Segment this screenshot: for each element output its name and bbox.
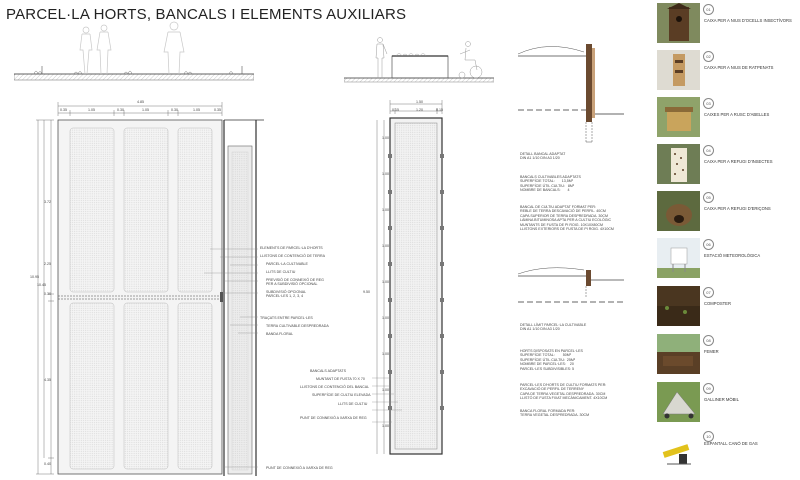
element-card <box>657 3 797 43</box>
bancal-dim-left-part: 1.00 <box>382 244 389 248</box>
element-number: 10 <box>703 431 714 442</box>
annotation-growing-beds: LLITS DE CULTIU <box>266 270 296 274</box>
dim-top-part: 1.05 <box>193 108 200 112</box>
element-card <box>657 238 797 278</box>
insect-hotel-photo <box>657 144 700 184</box>
element-number: 06 <box>703 239 714 250</box>
annotation-bancal-irrigation: PUNT DE CONNEXIÓ A XARXA DE REG <box>300 416 367 420</box>
parcel-limit-detail <box>516 262 626 312</box>
element-card <box>657 191 797 231</box>
dim-left-part: 4.35 <box>44 378 51 382</box>
bancal-dim-left-part: 1.00 <box>382 136 389 140</box>
element-card <box>657 382 797 422</box>
annotation-cultivable-parcel: PARCEL·LA CULTIVABLE <box>266 262 308 266</box>
dim-top-part: 0.35 <box>214 108 221 112</box>
dim-top-part: 1.05 <box>88 108 95 112</box>
element-card <box>657 50 797 90</box>
annotation-bancal-beds: LLITS DE CULTIU <box>338 402 368 406</box>
bird-box-photo <box>657 3 700 43</box>
bat-box-photo <box>657 50 700 90</box>
person-standing <box>376 38 387 79</box>
dim-top-part: 0.30 <box>117 108 124 112</box>
element-label: COMPOSTER <box>704 301 731 306</box>
bancal-dim-top-total: 1.50 <box>416 100 423 104</box>
plant-row <box>34 71 233 74</box>
annotation-soil-battens: LLISTONS DE CONTENCIÓ DE TERRA <box>260 254 325 258</box>
element-label: CAIXA PER A REFUGI D'INSECTES <box>704 159 773 164</box>
annotation-parcel-paths: TRAÇATS ENTRE PARCEL·LES <box>260 316 313 320</box>
dim-left-total: 10.95 <box>30 275 39 279</box>
bancal-dim-left-part: 1.00 <box>382 424 389 428</box>
bancal-detail-section <box>516 38 626 148</box>
element-label: CAIXA PER A NIUS DE RATPENATS <box>704 65 774 70</box>
element-number: 08 <box>703 335 714 346</box>
annotation-floral-band: BANDA FLORAL <box>266 332 294 336</box>
detail-limit-caption: DETALL LÍMIT PARCEL·LA CULTIVABLE DIN A1 1/10 DIN A3 1/20 <box>520 323 587 332</box>
element-number: 04 <box>703 145 714 156</box>
hedgehog-shelter-photo <box>657 191 700 231</box>
annotation-irrigation-provision: PREVISIÓ DE CONNEXIÓ DE REG PER A SUBDIVISIÓ OPCIONAL <box>266 278 324 287</box>
bancal-dim-top-part: 1.20 <box>416 108 423 112</box>
annotation-wood-post: MUNTANT DE FUSTA 70 X 70 <box>316 377 365 381</box>
plan-leader-lines <box>200 240 340 470</box>
dim-left-part: 2.25 <box>44 262 51 266</box>
page-title: PARCEL·LA HORTS, BANCALS I ELEMENTS AUXILIARS <box>6 6 407 23</box>
element-label: FEMER <box>704 349 719 354</box>
annotation-stone-free-soil: TERRA CULTIVABLE DESPREDRADA <box>266 324 329 328</box>
bancal-dim-top-part: 0.15 <box>436 108 443 112</box>
element-number: 05 <box>703 192 714 203</box>
bancal-dim-left-part: 1.00 <box>382 280 389 284</box>
parcel-construction: PARCEL·LES D'HORTS DE CULTIU FORMATS PER: EXCAVACIÓ DE PERFIL DE TERRENY CAPA DE TERRA VEGETAL DESPREDRADA. 30CM LLISTÓ DE FUSTA FIXAT MECÀNICAMENT. 4X10CM <box>520 383 608 401</box>
dim-top-total: 4.85 <box>137 100 144 104</box>
annotation-bancal-battens: LLISTONS DE CONTENCIÓ DEL BANCAL <box>300 385 370 389</box>
dim-left-part: 3.72 <box>44 200 51 204</box>
bancal-dim-left-part: 1.00 <box>382 388 389 392</box>
annotation-raised-surface: SUPERFÍCIE DE CULTIU ELEVADA <box>312 393 371 397</box>
bancal-section-elevation <box>344 34 494 84</box>
element-card <box>657 334 797 374</box>
element-card <box>657 97 797 137</box>
element-number: 09 <box>703 383 714 394</box>
people-silhouettes <box>80 22 184 74</box>
parcel-section-elevation <box>14 20 254 84</box>
bancal-dim-left-part: 1.00 <box>382 352 389 356</box>
element-label: ESPANTALL CANÓ DE GAS <box>704 441 758 446</box>
dim-top-part: 0.30 <box>171 108 178 112</box>
composter-photo <box>657 286 700 326</box>
element-label: ESTACIÓ METEOROLÒGICA <box>704 253 761 258</box>
detail-bancal-caption: DETALL BANCAL ADAPTAT DIN A1 1/10 DIN A3 1/20 <box>520 152 566 161</box>
bancal-dim-left-part: 1.00 <box>382 172 389 176</box>
element-label: CAIXA PER A NIUS D'OCELLS INSECTÍVORS <box>704 18 792 23</box>
bancal-dim-top-part: 0.15 <box>392 108 399 112</box>
dim-left-part: 0.40 <box>44 462 51 466</box>
element-number: 03 <box>703 98 714 109</box>
dim-top-part: 0.35 <box>60 108 67 112</box>
annotation-adapted-bancals: BANCALS ADAPTATS <box>310 369 347 373</box>
element-number: 01 <box>703 4 714 15</box>
bancal-construction: BANCAL DE CULTIU ADAPTAT FORMAT PER: REBLE DE TERRA DESCAVACIÓ DE PERFIL. 40CM CAPA SUPERIOR DE TERRA DESPREDRADA. 30CM LÀMINA BITUMINOSA APTA PER A CULTIU ECOLÒGIC MUNTANTS DE FUSTA DE PI ROIG. 10X10X80CM LLISTONS EXTERIORS DE FUSTA DE PI ROIG. 4X10CM <box>520 205 614 232</box>
annotation-irrigation-connection: PUNT DE CONNEXIÓ A XARXA DE REG <box>266 466 333 470</box>
element-number: 02 <box>703 51 714 62</box>
bancal-dim-left-part: 1.00 <box>382 208 389 212</box>
weather-station-photo <box>657 238 700 278</box>
element-card <box>657 286 797 326</box>
annotation-parcel-elements: ELEMENTS DE PARCEL·LA D'HORTS <box>260 246 323 250</box>
bancal-dim-left-total: 9.50 <box>363 290 370 294</box>
element-label: GALLINER MÒBIL <box>704 397 739 402</box>
bancal-specs: BANCALS CULTIVABLES ADAPTATS SUPERFÍCIE TOTAL: 13,5M² SUPERFÍCIE ÚTIL CULTIU: 8M² NOMBRE DE BANCALS: 4 <box>520 175 581 193</box>
beehive-photo <box>657 97 700 137</box>
annotation-optional-subdivision: SUBDIVISIÓ OPCIONAL PARCEL·LES 1, 2, 3, 4 <box>266 290 307 299</box>
floral-band-construction: BANCA FLORAL FORMADA PER: TERRA VEGETAL DESPREDRADA. 30CM <box>520 409 590 418</box>
bancal-dim-left-part: 1.00 <box>382 316 389 320</box>
dim-top-part: 1.05 <box>142 108 149 112</box>
element-card <box>657 430 797 470</box>
manure-pit-photo <box>657 334 700 374</box>
element-number: 07 <box>703 287 714 298</box>
element-label: CAIXES PER A RUSC D'ABELLES <box>704 112 770 117</box>
parcel-specs: HORTS DISPOSATS EN PARCEL·LES SUPERFÍCIE TOTAL: 50M² SUPERFÍCIE ÚTIL CULTIU: 25M² NOMBRE DE PARCEL·LES: 20 PARCEL·LES SUBDIVISIBLES: 5 <box>520 349 583 371</box>
element-card <box>657 144 797 184</box>
mobile-henhouse-photo <box>657 382 700 422</box>
dim-left-part: 0.30 <box>44 292 51 296</box>
gas-cannon-photo <box>657 430 700 470</box>
person-wheelchair <box>459 42 482 79</box>
dim-left-upper: 10.45 <box>37 283 46 287</box>
element-label: CAIXA PER A REFUGI D'ERIÇONS <box>704 206 771 211</box>
